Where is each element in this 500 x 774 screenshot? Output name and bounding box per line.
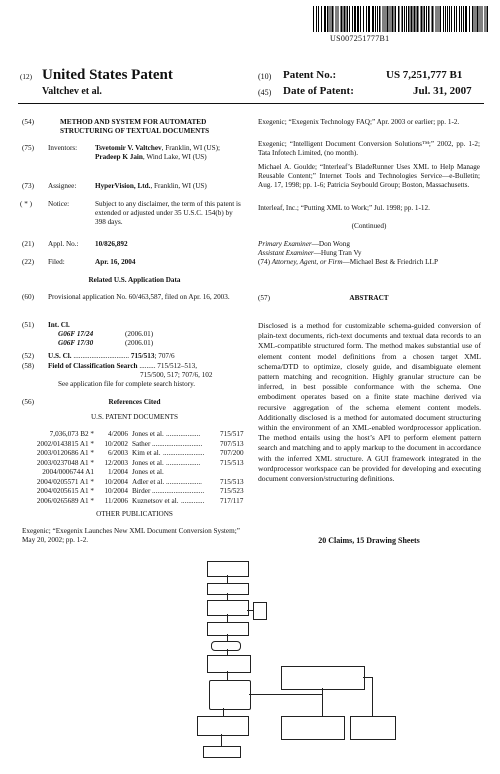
ref-dots: .................... [166,477,202,486]
reference-row [22,487,252,497]
abstract-heading: ABSTRACT [349,294,389,302]
barcode-bar [443,6,444,32]
notice-text: Subject to any disclaimer, the term of this patent is extended or adjusted under 35 U.S.C. 154(b) by 398 days. [95,200,241,226]
barcode-bar [332,6,334,32]
barcode-bar [461,6,462,32]
uscl-dots: ............................... [73,352,130,360]
barcode-bar [354,6,356,32]
barcode-bar [366,6,367,32]
flowchart-line [227,649,228,655]
ref-number: 2003/0120686 A1 * [36,449,94,457]
ref-name: Sather [132,439,151,448]
barcode-bar [449,6,450,32]
assignee-name: HyperVision, Ltd. [95,182,151,190]
barcode-bar [404,6,405,32]
flowchart-line [227,575,228,583]
barcode-bar [330,6,331,32]
uscl-secondary: ; 707/6 [154,352,175,360]
field-classes-2: 715/500, 517; 707/6, 102 [140,371,213,379]
code-12: (12) [20,73,32,81]
pub-4: Interleaf, Inc.; “Putting XML to Work;” Jul. 1998; pp. 1-12. [258,204,430,212]
barcode-bar [324,6,326,32]
filed-code: (22) [22,258,34,266]
patent-no: US 7,251,777 B1 [386,69,463,81]
barcode-bar [482,6,483,32]
assignee-code: (73) [22,182,34,190]
flowchart-line [223,708,224,716]
barcode-bar [411,6,413,32]
ref-class: 715/513 [220,477,244,486]
barcode-bar [360,6,361,32]
ref-name: Adler et al. [132,477,165,486]
related-heading: Related U.S. Application Data [88,276,181,284]
barcode-bar [472,6,474,32]
flowchart-box [207,600,249,616]
uscl-primary: 715/513 [130,352,155,360]
ref-class: 715/517 [220,430,244,438]
barcode-bar [321,6,322,32]
barcode-bar [456,6,457,32]
barcode-bar [368,6,370,32]
barcode-bar [408,6,410,32]
barcode-bar [424,6,426,32]
header-rule [18,103,484,104]
barcode-bar [395,6,397,32]
barcode-bar [387,6,389,32]
flowchart-box [207,655,251,673]
ref-dots: ............................. [152,487,205,495]
date-of-patent: Jul. 31, 2007 [413,85,472,97]
assistant-examiner [258,249,480,258]
barcode-bar [347,6,349,32]
intcl-version: (2006.01) [125,339,154,347]
ref-class: 707/513 [220,439,244,448]
ref-dots: ................... [166,458,201,467]
patent-title: METHOD AND SYSTEM FOR AUTOMATED STRUCTURING OF TEXTUAL DOCUMENTS [60,118,210,135]
ref-number: 2004/0006744 A1 [42,468,94,476]
intcl-class: G06F 17/24 [58,330,94,338]
barcode-bar [383,6,384,32]
other-publication: Exegenic; “Exegenix Launches New XML Document Conversion System;” May 20, 2002; pp. 1-2. [22,527,240,544]
field-line-1 [48,362,197,371]
refs-code: (56) [22,398,34,406]
flowchart-line [227,634,228,641]
barcode-bar [379,6,381,32]
barcode-bar [447,6,448,32]
field-classes-1: 715/512–513, [157,362,198,370]
barcode-bar [406,6,407,32]
ref-date: 6/2003 [108,449,128,457]
barcode-bar [349,6,350,32]
barcode-bar [421,6,423,32]
barcode-bar [487,6,489,32]
notice-label: Notice: [48,200,70,208]
ref-date: 11/2006 [104,496,128,505]
barcode-bar [375,6,376,32]
barcode-bar [469,6,470,32]
ref-dots: ................... [166,430,201,438]
barcode-bar [454,6,455,32]
inventor-name: Tsvetomir V. Valtchev [95,144,162,152]
flowchart-box [207,583,249,595]
inventors-list [95,144,245,162]
ref-name: Kuznetsov et al. [132,496,179,505]
field-note: See application file for complete search history. [58,380,196,388]
flowchart-decision [209,680,251,710]
ref-date: 10/2002 [104,439,128,448]
refs-heading: References Cited [108,398,161,406]
references-list [22,430,252,506]
provisional-code: (60) [22,293,34,301]
reference-row [22,478,252,488]
abstract-text: Disclosed is a method for customizable schema-guided conversion of plain-text documents, rich-text documents and textual data records to an XML-compatible structured form. The method makes substantial use of element content model definitions from a chosen target XML schema/DTD to optimize, closely guide, and disambiguate element pattern matching and recognition. Highly granular structure can be inferred, in best possible conformance with the schema. One embodiment operates based on a finite state machine derived via recursive aggregation of the schema element content models. Additionally disclosed is a method for automated document structuring within the environment of an XML-enabled wordprocessor application. The method entails using the host’s API to perform element pattern search and matching and to apply markup to the document in accordance with the inferred XML structure. A GUI framework integrated in the wordprocessor workspace can be provided for developing and executing document conversion/structuring definitions. [258,321,481,484]
us-docs-heading: U.S. PATENT DOCUMENTS [90,413,179,421]
reference-row [22,430,252,440]
barcode-bar [438,6,439,32]
ref-class: 715/523 [220,487,244,495]
barcode-bar [341,6,343,32]
barcode-bar [352,6,353,32]
reference-row [22,468,252,478]
ref-name: Birder [132,487,151,495]
barcode-bar [485,6,486,32]
flowchart-line [227,593,228,600]
pub-2: Exegenic; “Intelligent Document Conversion Solutions™;” 2002, pp. 1-2; Tata Infotech Limited, (no month). [258,140,480,157]
primary-examiner-label: Primary Examiner [258,240,312,248]
flowchart-box [281,716,345,740]
appl-number: 10/826,892 [95,240,128,248]
assignee-label: Assignee: [48,182,77,190]
intcl-version: (2006.01) [125,330,154,338]
appl-label: Appl. No.: [48,240,79,248]
ref-date: 12/2003 [104,458,128,467]
abstract-code: (57) [258,294,270,302]
flowchart-box [350,716,396,740]
barcode [312,6,492,32]
assistant-examiner-label: Assistant Examiner [258,249,314,257]
pub-3: Michael A. Goulde; “Interleaf’s BladeRunner Uses XML to Help Manage Reusable Content;” Internet Tools and Technologies Service—e-Bulletin; Aug. 17, 1998; pp. 1-6; Patricia Seybould Group; Boston, Massachusetts. [258,163,480,189]
barcode-bar [392,6,394,32]
ref-class: 717/117 [220,496,244,505]
field-dots: ......... [139,362,156,370]
reference-row [22,497,252,507]
ref-class: 715/513 [220,458,244,467]
ref-date: 1/2004 [108,468,128,476]
ref-name: Jones et al. [132,430,164,438]
barcode-bar [344,6,346,32]
barcode-bar [390,6,391,32]
flowchart-line [249,694,323,695]
ref-number: 2004/0205615 A1 * [36,487,94,495]
intcl-class: G06F 17/30 [58,339,94,347]
barcode-bar [475,6,476,32]
reference-row [22,459,252,469]
ref-date: 4/2006 [108,430,128,438]
assistant-examiner-name: —Hung Tran Vy [313,249,362,257]
barcode-bar [428,6,430,32]
barcode-bar [385,6,386,32]
flowchart-terminal [211,641,241,651]
flowchart-box [207,561,249,577]
attorney [258,258,480,267]
barcode-bar [465,6,467,32]
uscl-label: U.S. Cl. [48,352,72,360]
barcode-bar [417,6,419,32]
barcode-bar [477,6,479,32]
notice-code: ( * ) [20,200,32,208]
reference-row [22,440,252,450]
flowchart-line [322,688,323,716]
barcode-bar [463,6,464,32]
barcode-bar [402,6,404,32]
filed-label: Filed: [48,258,65,266]
ref-class: 707/200 [220,449,244,457]
attorney-label: Attorney, Agent, or Firm [271,258,343,266]
assignee [95,182,245,191]
barcode-bar [316,6,317,32]
ref-date: 10/2004 [104,477,128,486]
inventors-label: Inventors: [48,144,78,152]
intcl-code: (51) [22,321,34,329]
inventors-short: Valtchev et al. [42,86,102,97]
other-pubs-heading: OTHER PUBLICATIONS [96,510,173,518]
flowchart-box [253,602,267,620]
field-code: (58) [22,362,34,370]
ref-name: Kim et al. [132,449,161,457]
barcode-bar [357,6,359,32]
flowchart-box [281,666,365,690]
barcode-bar [363,6,364,32]
provisional-text: Provisional application No. 60/463,587, filed on Apr. 16, 2003. [48,293,230,301]
ref-number: 2002/0143815 A1 * [36,439,94,448]
barcode-bar [432,6,434,32]
barcode-bar [459,6,460,32]
inventor-location: , Franklin, WI (US); [161,144,220,152]
assignee-location: , Franklin, WI (US) [150,182,207,190]
inventors-code: (75) [22,144,34,152]
code-45: (45) [258,88,272,97]
filed-date: Apr. 16, 2004 [95,258,136,266]
title-code: (54) [22,118,34,126]
ref-dots: ....................... [163,449,205,457]
claims-summary: 20 Claims, 15 Drawing Sheets [318,536,420,545]
intcl-label: Int. Cl. [48,321,70,329]
primary-examiner-name: —Don Wong [311,240,350,248]
pub-1: Exegenic; “Exegenix Technology FAQ;” Apr. 2003 or earlier; pp. 1-2. [258,118,460,126]
flowchart-box [197,716,249,736]
barcode-bar [372,6,374,32]
document-type: United States Patent [42,67,173,83]
uscl-code: (52) [22,352,34,360]
flowchart-line [372,677,373,716]
patent-number-top: US007251777B1 [330,34,390,43]
barcode-bar [440,6,442,32]
attorney-code: (74) [258,258,270,266]
flowchart-line [227,614,228,622]
barcode-bar [338,6,339,32]
representative-drawing [195,556,440,761]
ref-number: 2003/0237048 A1 * [36,458,94,467]
code-10: (10) [258,72,272,81]
patent-no-label: Patent No.: [283,69,337,81]
ref-number: 2006/0265689 A1 * [36,496,94,505]
barcode-bar [318,6,319,32]
flowchart-line [247,610,253,611]
flowchart-box [203,746,241,758]
ref-number: 2004/0205571 A1 * [36,477,94,486]
barcode-bar [436,6,437,32]
barcode-bar [398,6,400,32]
date-label: Date of Patent: [283,85,354,97]
barcode-bar [313,6,314,32]
barcode-bar [414,6,416,32]
ref-name: Jones et al. [132,458,164,467]
field-label: Field of Classification Search [48,362,138,370]
ref-number: 7,036,073 B2 * [49,430,94,438]
inventor-name: Pradeep K Jain [95,153,143,161]
flowchart-line [221,734,222,746]
uscl-line [48,352,175,361]
ref-dots: ............................ [152,439,203,448]
barcode-bar [377,6,378,32]
appl-code: (21) [22,240,34,248]
inventor-location: , Wind Lake, WI (US) [142,153,207,161]
reference-row [22,449,252,459]
primary-examiner [258,240,480,249]
ref-dots: ............. [181,496,205,505]
barcode-bar [445,6,446,32]
barcode-bar [426,6,427,32]
ref-date: 10/2004 [104,487,128,495]
barcode-bar [336,6,337,32]
barcode-bar [451,6,452,32]
barcode-bar [480,6,481,32]
flowchart-line [227,671,228,680]
continued-note: (Continued) [351,222,387,230]
barcode-bar [327,6,329,32]
attorney-name: —Michael Best & Friedrich LLP [342,258,438,266]
flowchart-box [207,622,249,636]
ref-name: Jones et al. [132,468,164,476]
